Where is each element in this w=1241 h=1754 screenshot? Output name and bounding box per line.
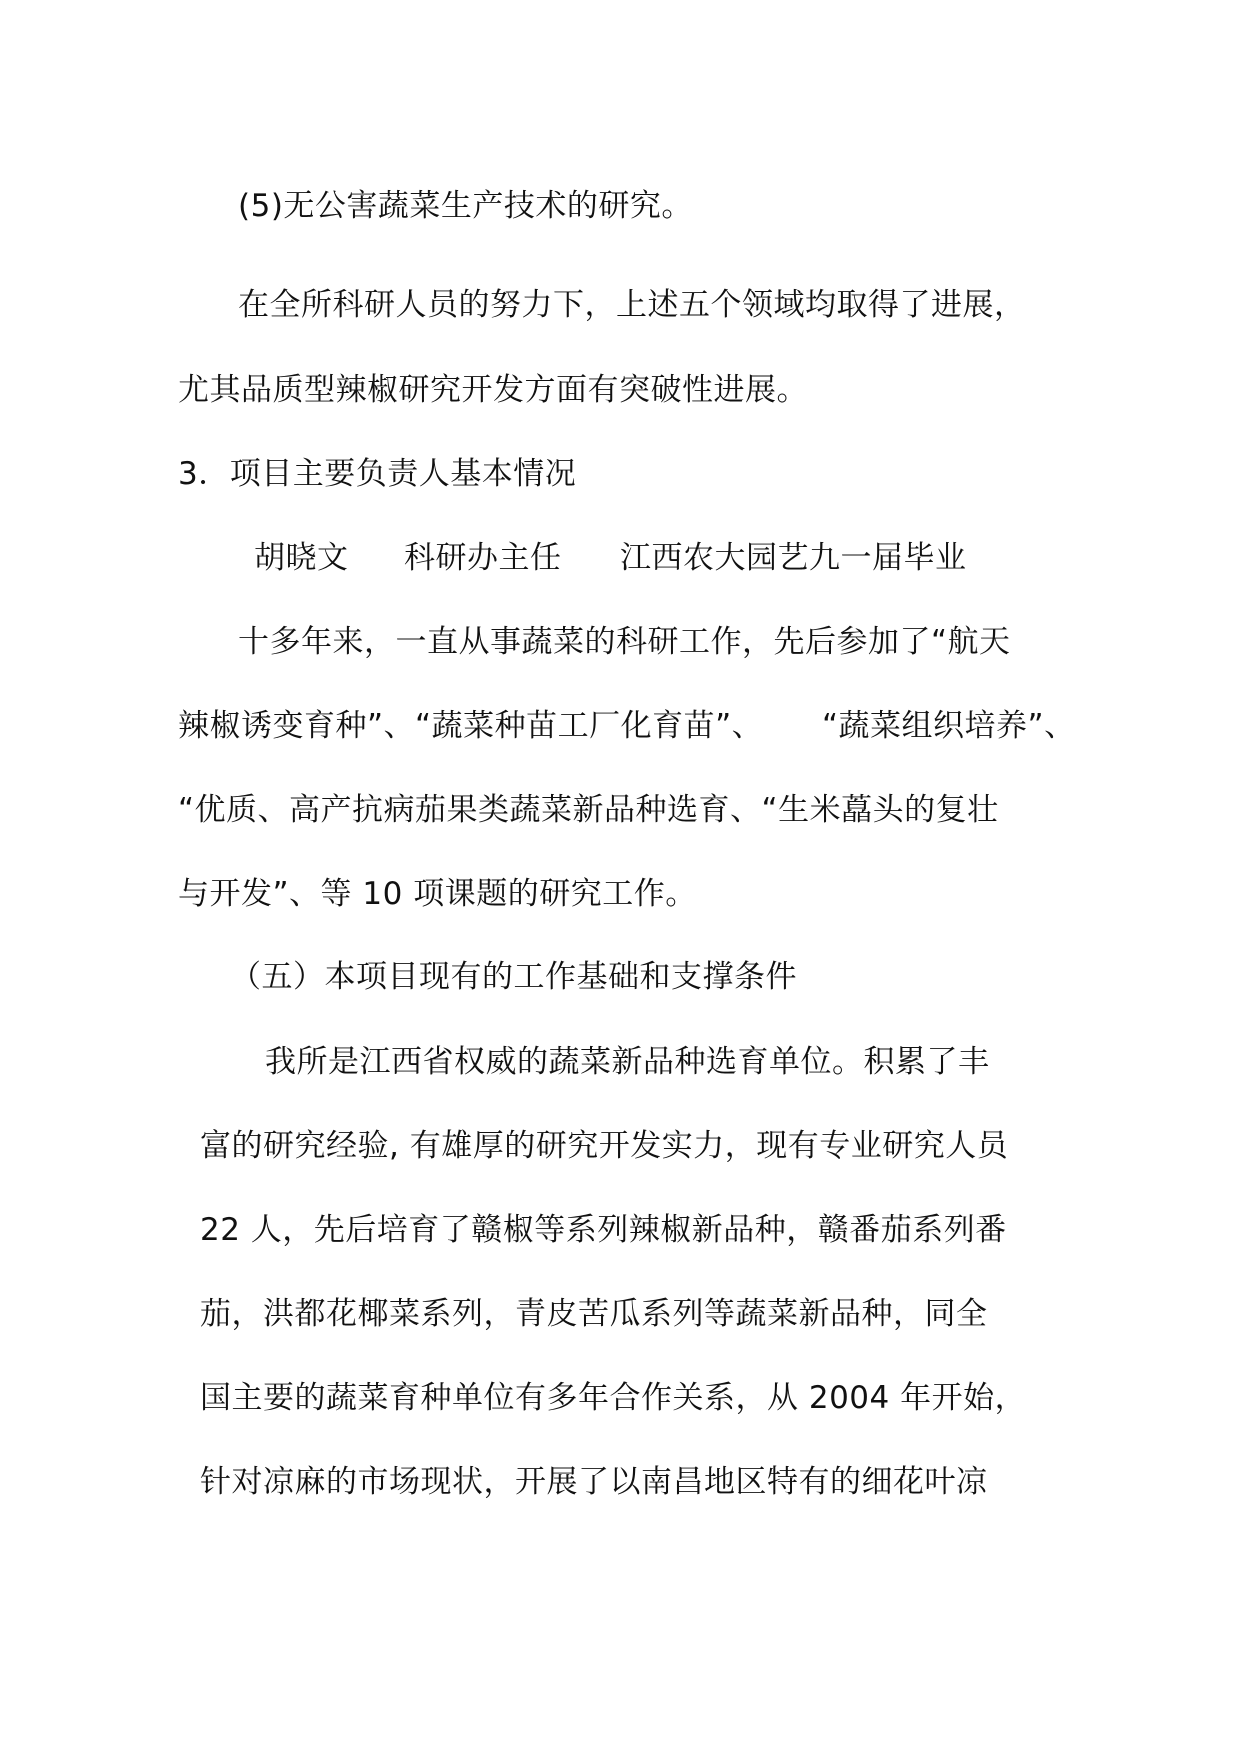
foundation-paragraph-line-5: 国主要的蔬菜育种单位有多年合作关系，从 2004 年开始， — [200, 1380, 1027, 1416]
paragraph-item-5: (5)无公害蔬菜生产技术的研究。 — [238, 188, 693, 224]
person-title: 科研办主任 — [404, 540, 562, 576]
section-heading-5: （五）本项目现有的工作基础和支撑条件 — [230, 959, 797, 995]
experience-paragraph-line-2a: 辣椒诱变育种”、“蔬菜种苗工厂化育苗”、 — [178, 708, 764, 744]
experience-paragraph-line-1: 十多年来，一直从事蔬菜的科研工作，先后参加了“航天 — [238, 624, 1011, 660]
experience-paragraph-line-3: “优质、高产抗病茄果类蔬菜新品种选育、“生米藠头的复壮 — [178, 792, 999, 828]
foundation-paragraph-line-1: 我所是江西省权威的蔬菜新品种选育单位。积累了丰 — [265, 1044, 990, 1080]
foundation-paragraph-line-6: 针对凉麻的市场现状，开展了以南昌地区特有的细花叶凉 — [200, 1464, 988, 1500]
person-education: 江西农大园艺九一届毕业 — [620, 540, 967, 576]
progress-paragraph-line-1: 在全所科研人员的努力下，上述五个领域均取得了进展， — [238, 287, 1026, 323]
foundation-paragraph-line-2: 富的研究经验, 有雄厚的研究开发实力，现有专业研究人员 — [200, 1128, 1009, 1164]
progress-paragraph-line-2: 尤其品质型辣椒研究开发方面有突破性进展。 — [178, 372, 808, 408]
experience-paragraph-line-2b: “蔬菜组织培养”、 — [822, 708, 1076, 744]
experience-paragraph-line-4: 与开发”、等 10 项课题的研究工作。 — [178, 876, 697, 912]
foundation-paragraph-line-4: 茄，洪都花椰菜系列，青皮苦瓜系列等蔬菜新品种，同全 — [200, 1296, 988, 1332]
person-name: 胡晓文 — [254, 540, 349, 576]
foundation-paragraph-line-3: 22 人，先后培育了赣椒等系列辣椒新品种，赣番茄系列番 — [200, 1212, 1007, 1248]
section-heading-3: 3．项目主要负责人基本情况 — [178, 456, 577, 492]
